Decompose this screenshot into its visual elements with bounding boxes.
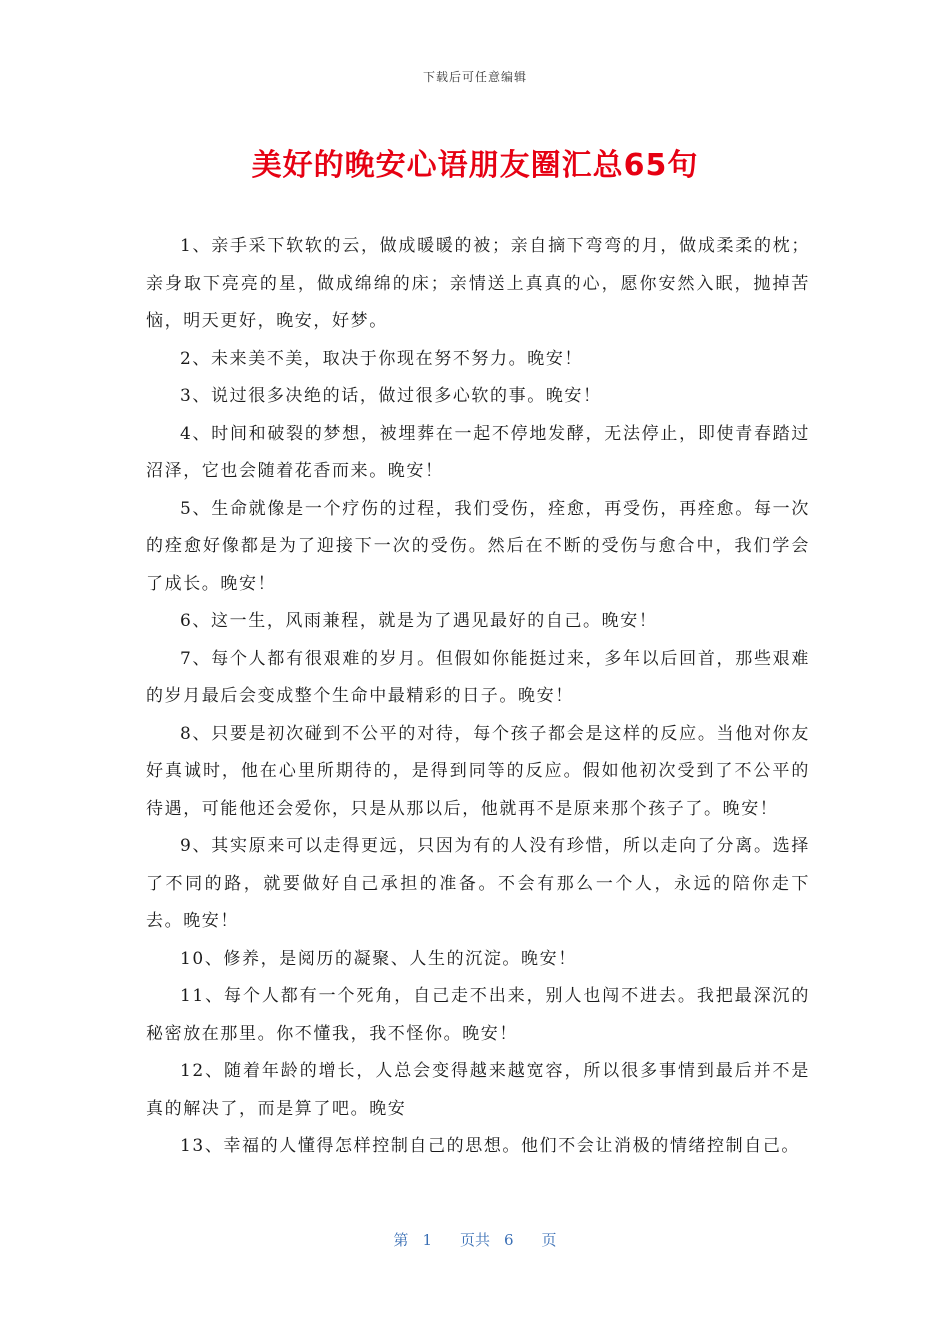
document-body bbox=[146, 228, 810, 1166]
paragraph-3: 3、说过很多决绝的话，做过很多心软的事。晚安！ bbox=[180, 386, 602, 406]
paragraph-6: 6、这一生，风雨兼程，就是为了遇见最好的自己。晚安！ bbox=[180, 611, 658, 631]
page-mid: 页共 bbox=[459, 1231, 490, 1249]
page-prefix: 第 bbox=[393, 1231, 409, 1249]
paragraph-13: 13、幸福的人懂得怎样控制自己的思想。他们不会让消极的情绪控制自己。 bbox=[180, 1136, 801, 1156]
page-footer bbox=[0, 1229, 950, 1250]
page-suffix: 页 bbox=[541, 1231, 557, 1249]
paragraph-8: 8、只要是初次碰到不公平的对待，每个孩子都会是这样的反应。当他对你友好真诚时，他在心里所期待的，是得到同等的反应。假如他初次受到了不公平的待遇，可能他还会爱你，只是从那以后，他就再不是原来那个孩子了。晚安！ bbox=[146, 723, 810, 819]
paragraph-11: 11、每个人都有一个死角，自己走不出来，别人也闯不进去。我把最深沉的秘密放在那里。你不懂我，我不怪你。晚安！ bbox=[146, 986, 810, 1044]
paragraph-7: 7、每个人都有很艰难的岁月。但假如你能挺过来，多年以后回首，那些艰难的岁月最后会变成整个生命中最精彩的日子。晚安！ bbox=[146, 648, 810, 706]
paragraph-2: 2、未来美不美，取决于你现在努不努力。晚安！ bbox=[180, 348, 584, 369]
paragraph-4: 4、时间和破裂的梦想，被埋葬在一起不停地发酵，无法停止，即使青春踏过沼泽，它也会随着花香而来。晚安！ bbox=[146, 423, 810, 481]
paragraph-12: 12、随着年龄的增长，人总会变得越来越宽容，所以很多事情到最后并不是真的解决了，而是算了吧。晚安 bbox=[146, 1061, 810, 1119]
document-title: 美好的晚安心语朋友圈汇总65句 bbox=[251, 148, 699, 183]
page-total: 6 bbox=[504, 1231, 514, 1249]
paragraph-1: 1、亲手采下软软的云，做成暖暖的被；亲自摘下弯弯的月，做成柔柔的枕；亲身取下亮亮的星，做成绵绵的床；亲情送上真真的心，愿你安然入眠，抛掉苦恼，明天更好，晚安，好梦。 bbox=[146, 236, 810, 331]
page-current: 1 bbox=[422, 1231, 432, 1249]
paragraph-9: 9、其实原来可以走得更远，只因为有的人没有珍惜，所以走向了分离。选择了不同的路，就要做好自己承担的准备。不会有那么一个人，永远的陪你走下去。晚安！ bbox=[146, 836, 810, 931]
paragraph-10: 10、修养，是阅历的凝聚、人生的沉淀。晚安！ bbox=[180, 948, 577, 969]
header-note: 下载后可任意编辑 bbox=[422, 70, 527, 84]
paragraph-5: 5、生命就像是一个疗伤的过程，我们受伤，痊愈，再受伤，再痊愈。每一次的痊愈好像都是为了迎接下一次的受伤。然后在不断的受伤与愈合中，我们学会了成长。晚安！ bbox=[146, 498, 810, 594]
